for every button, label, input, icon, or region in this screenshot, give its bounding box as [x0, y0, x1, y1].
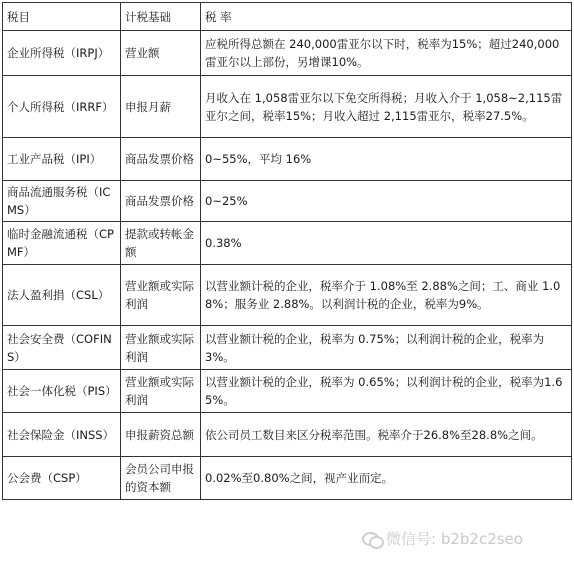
header-tax-item: 税目	[3, 3, 121, 31]
tax-base-cell: 营业额或实际利润	[121, 326, 201, 370]
tax-name-cell: 个人所得税（IRRF）	[3, 76, 121, 138]
header-tax-base: 计税基础	[121, 3, 201, 31]
tax-rate-cell: 应税所得总额在 240,000雷亚尔以下时，税率为15%；超过240,000雷亚尔以上部份，另增课10%。	[201, 31, 572, 76]
watermark-text: 微信号: b2b2c2seo	[386, 530, 523, 548]
table-row	[3, 76, 572, 138]
header-tax-rate: 税 率	[201, 3, 572, 31]
tax-rate-cell: 依公司员工数目来区分税率范围。税率介于26.8%至28.8%之间。	[201, 413, 572, 457]
tax-base-cell: 提款或转帐金额	[121, 222, 201, 265]
tax-base-cell: 会员公司申报的资本额	[121, 457, 201, 500]
tax-rate-cell: 以营业额计税的企业，税率介于 1.08%至 2.88%之间；工、商业 1.08%；服务业 2.88%。以利润计税的企业，税率为9%。	[201, 265, 572, 326]
tax-base-cell: 申报薪资总额	[121, 413, 201, 457]
tax-name-cell: 企业所得税（IRPJ）	[3, 31, 121, 76]
tax-name-cell: 商品流通服务税（ICMS）	[3, 181, 121, 222]
table-row	[3, 31, 572, 76]
tax-rate-cell: 0.38%	[201, 222, 572, 265]
tax-rate-cell: 月收入在 1,058雷亚尔以下免交所得税；月收入介于 1,058~2,115雷亚尔之间，税率15%；月收入超过 2,115雷亚尔，税率27.5%。	[201, 76, 572, 138]
tax-base-cell: 商品发票价格	[121, 181, 201, 222]
tax-name-cell: 公会费（CSP）	[3, 457, 121, 500]
table-header-row	[3, 3, 572, 31]
tax-rate-cell: 0~55%，平均 16%	[201, 138, 572, 181]
table-row	[3, 138, 572, 181]
tax-name-cell: 法人盈利捐（CSL）	[3, 265, 121, 326]
tax-base-cell: 商品发票价格	[121, 138, 201, 181]
tax-base-cell: 营业额	[121, 31, 201, 76]
tax-rate-table	[2, 2, 572, 500]
table-row	[3, 457, 572, 500]
table-row	[3, 326, 572, 370]
tax-base-cell: 申报月薪	[121, 76, 201, 138]
tax-base-cell: 营业额或实际利润	[121, 265, 201, 326]
wechat-icon	[362, 531, 382, 547]
table-row	[3, 222, 572, 265]
tax-rate-cell: 以营业额计税的企业，税率为 0.75%；以利润计税的企业，税率为3%。	[201, 326, 572, 370]
tax-name-cell: 社会保险金（INSS）	[3, 413, 121, 457]
table-row	[3, 413, 572, 457]
tax-rate-cell: 0.02%至0.80%之间，视产业而定。	[201, 457, 572, 500]
wechat-watermark	[362, 528, 523, 549]
tax-name-cell: 临时金融流通税（CPMF）	[3, 222, 121, 265]
table-row	[3, 370, 572, 413]
table-row	[3, 265, 572, 326]
tax-name-cell: 工业产品税（IPI）	[3, 138, 121, 181]
tax-rate-cell: 0~25%	[201, 181, 572, 222]
table-row	[3, 181, 572, 222]
tax-name-cell: 社会安全费（COFINS）	[3, 326, 121, 370]
tax-name-cell: 社会一体化税（PIS）	[3, 370, 121, 413]
tax-rate-cell: 以营业额计税的企业，税率为 0.65%；以利润计税的企业，税率为1.65%。	[201, 370, 572, 413]
tax-base-cell: 营业额或实际利润	[121, 370, 201, 413]
